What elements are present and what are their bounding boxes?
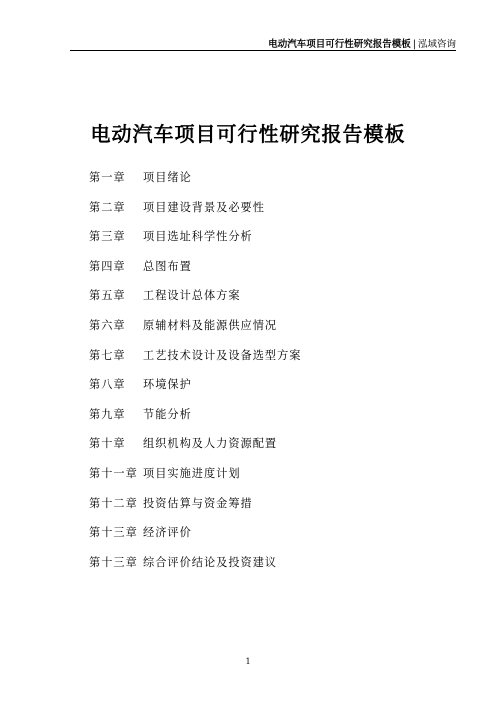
- toc-item: [89, 523, 301, 553]
- page-header: [70, 32, 456, 51]
- toc-chapter-number: 第七章: [89, 348, 126, 362]
- toc-item: [89, 375, 301, 405]
- toc-chapter-title: 组织机构及人力资源配置: [143, 437, 278, 451]
- table-of-contents: [89, 168, 301, 582]
- toc-item: [89, 553, 301, 583]
- toc-chapter-number: 第十章: [89, 437, 126, 451]
- header-text: [268, 38, 456, 52]
- toc-chapter-number: 第十一章: [89, 466, 138, 480]
- page-number: 1: [245, 657, 251, 666]
- toc-item: [89, 405, 301, 435]
- toc-chapter-number: 第十三章: [89, 555, 138, 569]
- toc-item: [89, 168, 301, 198]
- toc-item: [89, 464, 301, 494]
- toc-item: [89, 346, 301, 376]
- toc-chapter-title: 项目建设背景及必要性: [143, 200, 265, 214]
- toc-chapter-number: 第三章: [89, 230, 126, 244]
- toc-chapter-number: 第五章: [89, 289, 126, 303]
- header-brand: 泓域咨询: [417, 39, 456, 50]
- header-doc-name: 电动汽车项目可行性研究报告模板: [268, 39, 411, 50]
- toc-chapter-title: 项目实施进度计划: [143, 466, 241, 480]
- header-separator: |: [412, 39, 416, 50]
- toc-chapter-title: 综合评价结论及投资建议: [143, 555, 278, 569]
- toc-chapter-title: 环境保护: [143, 378, 192, 392]
- toc-item: [89, 227, 301, 257]
- document-title: 电动汽车项目可行性研究报告模板: [90, 122, 406, 146]
- toc-chapter-number: 第二章: [89, 200, 126, 214]
- toc-chapter-number: 第九章: [89, 407, 126, 421]
- toc-chapter-number: 第一章: [89, 171, 126, 184]
- toc-chapter-title: 项目选址科学性分析: [143, 230, 253, 244]
- toc-chapter-number: 第十三章: [89, 526, 138, 540]
- toc-item: [89, 198, 301, 228]
- toc-chapter-title: 工艺技术设计及设备选型方案: [143, 348, 302, 362]
- toc-item: [89, 434, 301, 464]
- toc-chapter-title: 经济评价: [143, 526, 192, 540]
- toc-item: [89, 316, 301, 346]
- toc-chapter-title: 节能分析: [143, 407, 192, 421]
- toc-chapter-title: 原辅材料及能源供应情况: [143, 318, 278, 332]
- toc-chapter-number: 第八章: [89, 378, 126, 392]
- toc-item: [89, 286, 301, 316]
- toc-chapter-title: 投资估算与资金筹措: [143, 496, 253, 510]
- toc-chapter-title: 工程设计总体方案: [143, 289, 241, 303]
- toc-chapter-number: 第四章: [89, 259, 126, 273]
- toc-item: [89, 257, 301, 287]
- toc-chapter-title: 总图布置: [143, 259, 192, 273]
- toc-chapter-title: 项目绪论: [143, 171, 192, 184]
- toc-chapter-number: 第十二章: [89, 496, 138, 510]
- toc-chapter-number: 第六章: [89, 318, 126, 332]
- toc-item: [89, 494, 301, 524]
